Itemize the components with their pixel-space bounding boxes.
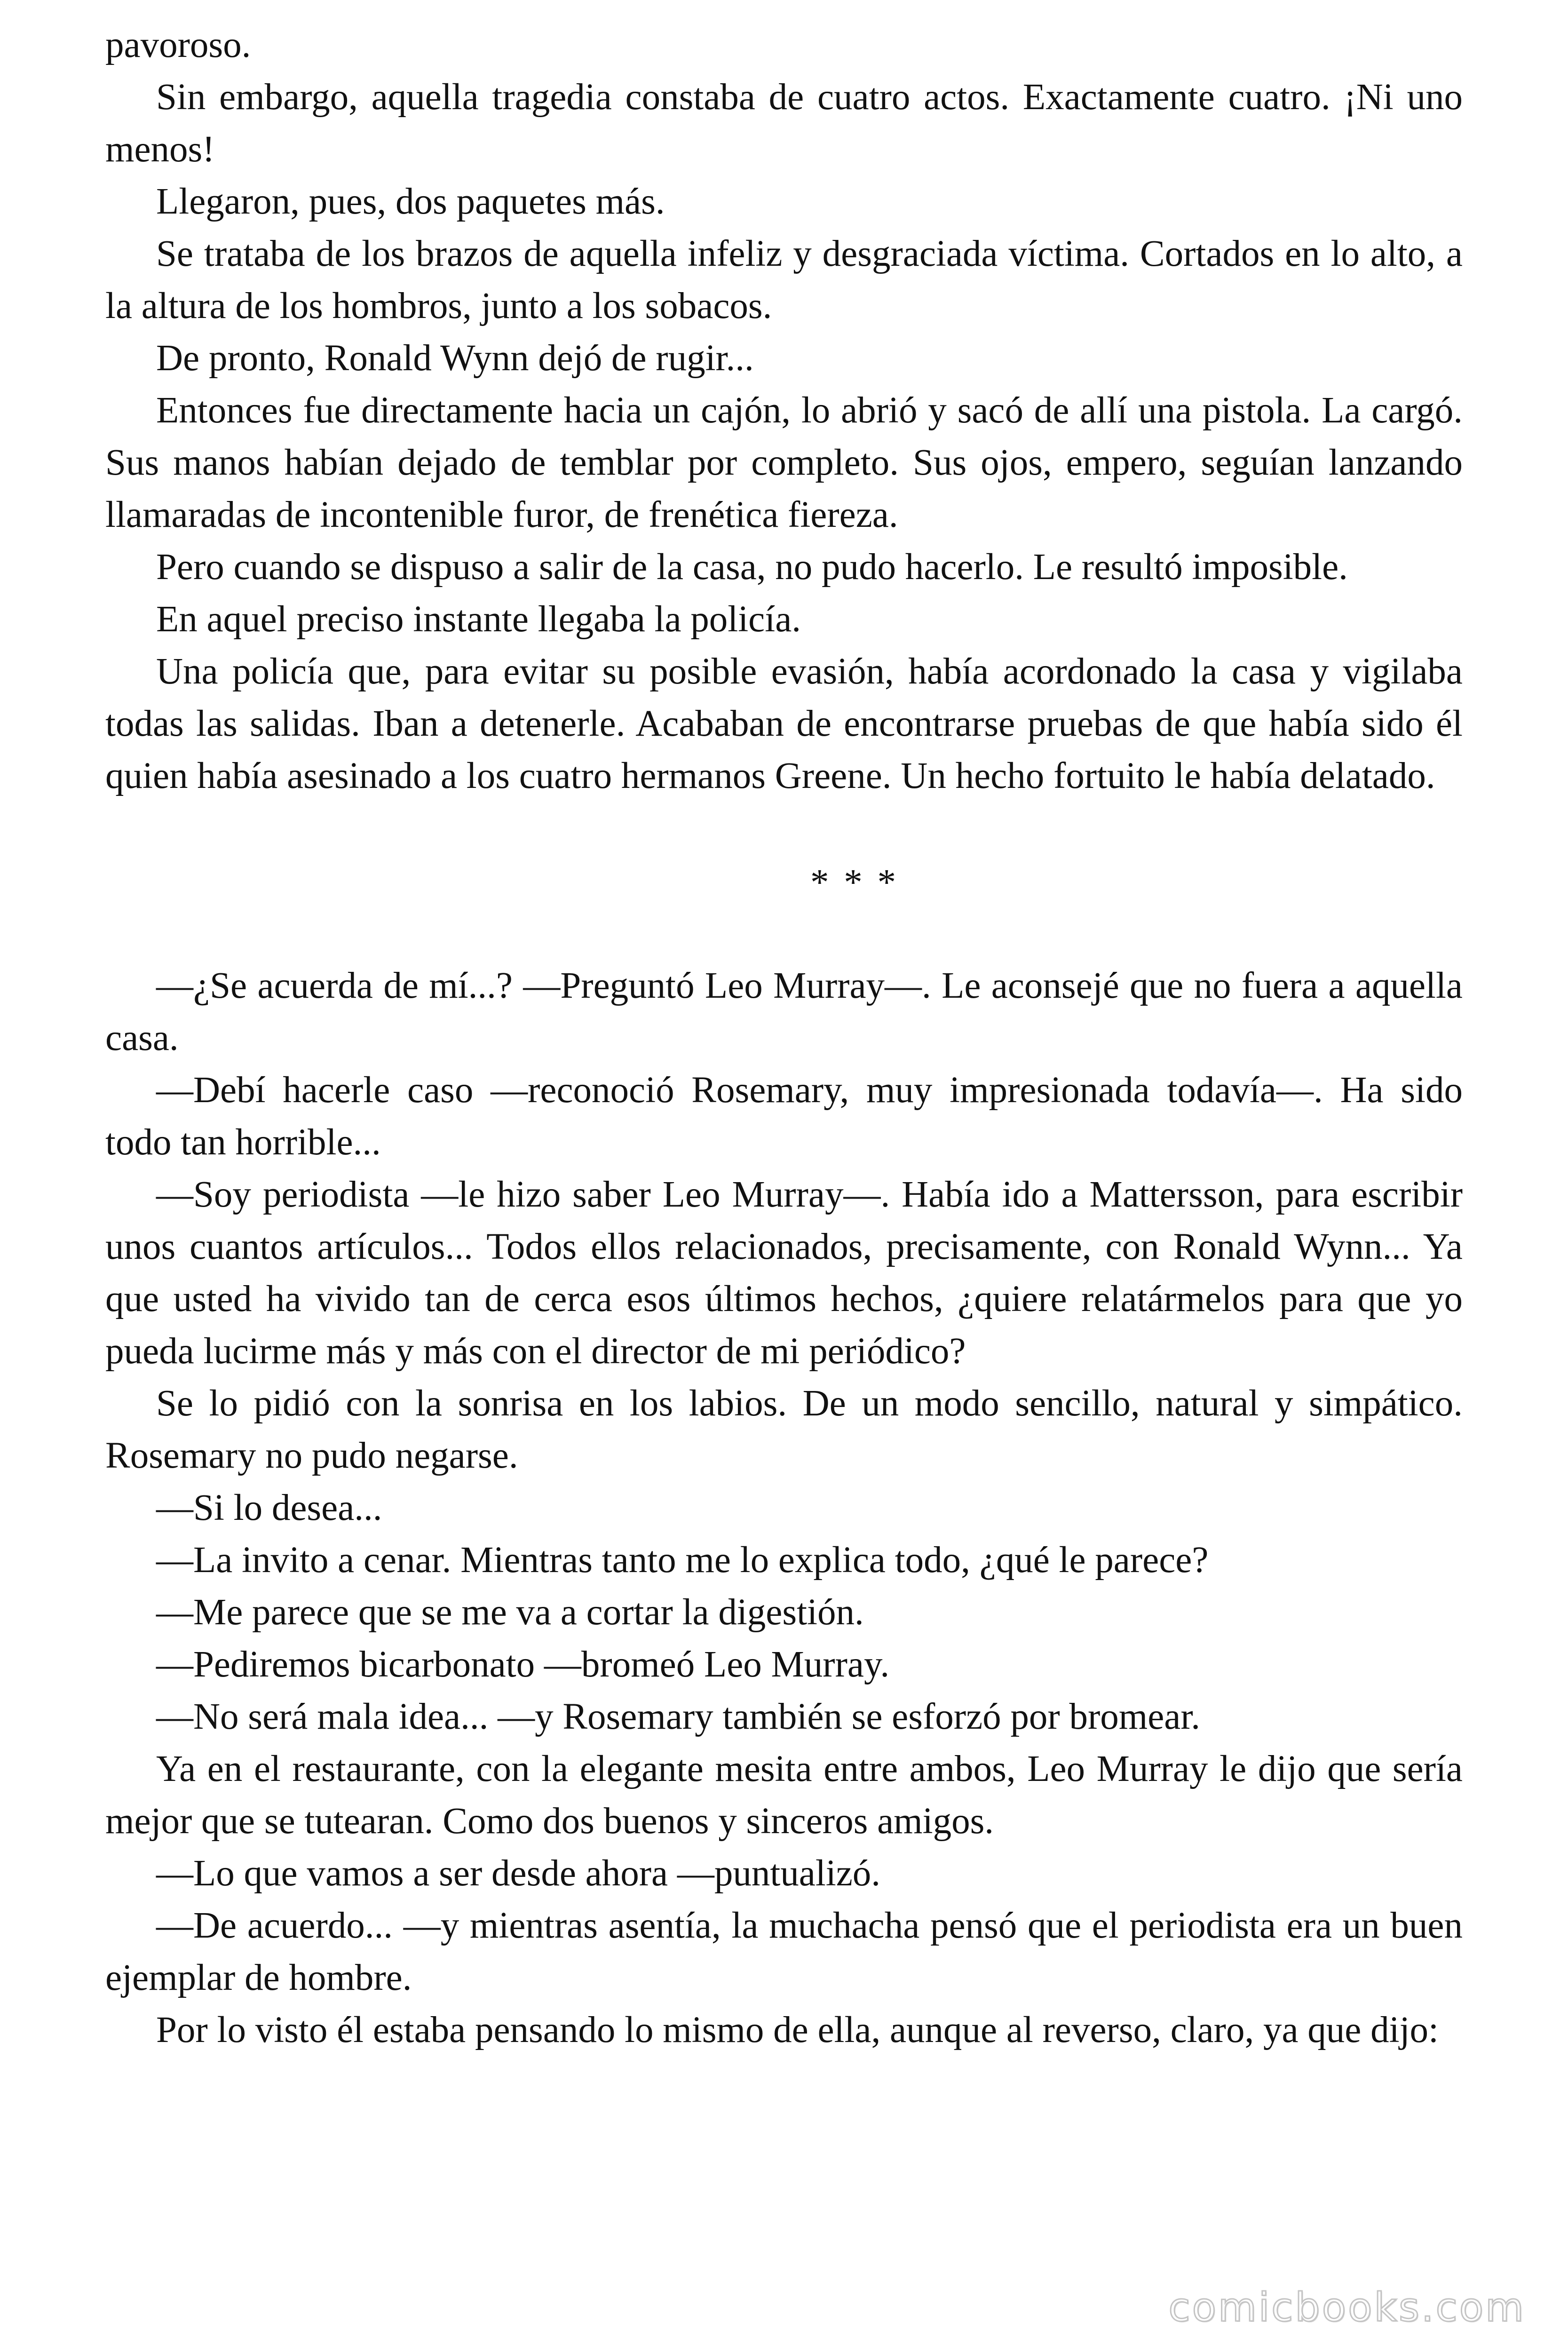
paragraph: —No será mala idea... —y Rosemary también se esforzó por bromear. [156, 1696, 1201, 1737]
paragraph: —¿Se acuerda de mí...? —Preguntó Leo Murray—. Le aconsejé que no fuera a aquella casa. [105, 965, 1463, 1058]
paragraph: —Si lo desea... [156, 1487, 382, 1528]
paragraph: —Debí hacerle caso —reconoció Rosemary, muy impresionada todavía—. Ha sido todo tan horrible... [105, 1070, 1463, 1163]
section-separator: * * * [810, 862, 899, 903]
text-after-separator [105, 960, 1463, 2056]
paragraph: —Soy periodista —le hizo saber Leo Murray—. Había ido a Mattersson, para escribir unos cuantos artículos... Todos ellos relacionados, precisamente, con Ronald Wynn... Ya que usted ha vivido tan de cerca esos últimos hechos, ¿quiere relatármelos para que yo pueda lucirme más y más con el director de mi periódico? [105, 1174, 1463, 1372]
paragraph: Una policía que, para evitar su posible evasión, había acordonado la casa y vigilaba todas las salidas. Iban a detenerle. Acababan de encontrarse pruebas de que había sido él quien había asesinado a los cuatro hermanos Greene. Un hecho fortuito le había delatado. [105, 651, 1463, 796]
paragraph: Pero cuando se dispuso a salir de la casa, no pudo hacerlo. Le resultó imposible. [156, 547, 1348, 588]
paragraph: —Lo que vamos a ser desde ahora —puntualizó. [156, 1853, 881, 1894]
text-before-separator [105, 19, 1463, 802]
paragraph: —La invito a cenar. Mientras tanto me lo explica todo, ¿qué le parece? [156, 1540, 1209, 1581]
paragraph: —Pediremos bicarbonato —bromeó Leo Murray. [156, 1644, 890, 1685]
book-page [105, 19, 1463, 2056]
paragraph: pavoroso. [105, 24, 251, 65]
watermark: comicbooks.com [1168, 2284, 1526, 2330]
paragraph: —Me parece que se me va a cortar la digestión. [156, 1592, 864, 1633]
paragraph: Por lo visto él estaba pensando lo mismo de ella, aunque al reverso, claro, ya que dijo: [156, 2010, 1439, 2050]
paragraph: —De acuerdo... —y mientras asentía, la muchacha pensó que el periodista era un buen ejemplar de hombre. [105, 1905, 1463, 1998]
paragraph: Ya en el restaurante, con la elegante mesita entre ambos, Leo Murray le dijo que sería mejor que se tutearan. Como dos buenos y sinceros amigos. [105, 1748, 1463, 1842]
paragraph: Sin embargo, aquella tragedia constaba de cuatro actos. Exactamente cuatro. ¡Ni uno menos! [105, 77, 1463, 170]
paragraph: Se trataba de los brazos de aquella infeliz y desgraciada víctima. Cortados en lo alto, a la altura de los hombros, junto a los sobacos. [105, 233, 1463, 326]
paragraph: Llegaron, pues, dos paquetes más. [156, 181, 665, 222]
paragraph: En aquel preciso instante llegaba la policía. [156, 599, 801, 640]
paragraph: Entonces fue directamente hacia un cajón, lo abrió y sacó de allí una pistola. La cargó. Sus manos habían dejado de temblar por completo. Sus ojos, empero, seguían lanzando llamaradas de incontenible furor, de frenética fiereza. [105, 390, 1463, 535]
paragraph: Se lo pidió con la sonrisa en los labios. De un modo sencillo, natural y simpático. Rosemary no pudo negarse. [105, 1383, 1463, 1476]
paragraph: De pronto, Ronald Wynn dejó de rugir... [156, 338, 754, 379]
